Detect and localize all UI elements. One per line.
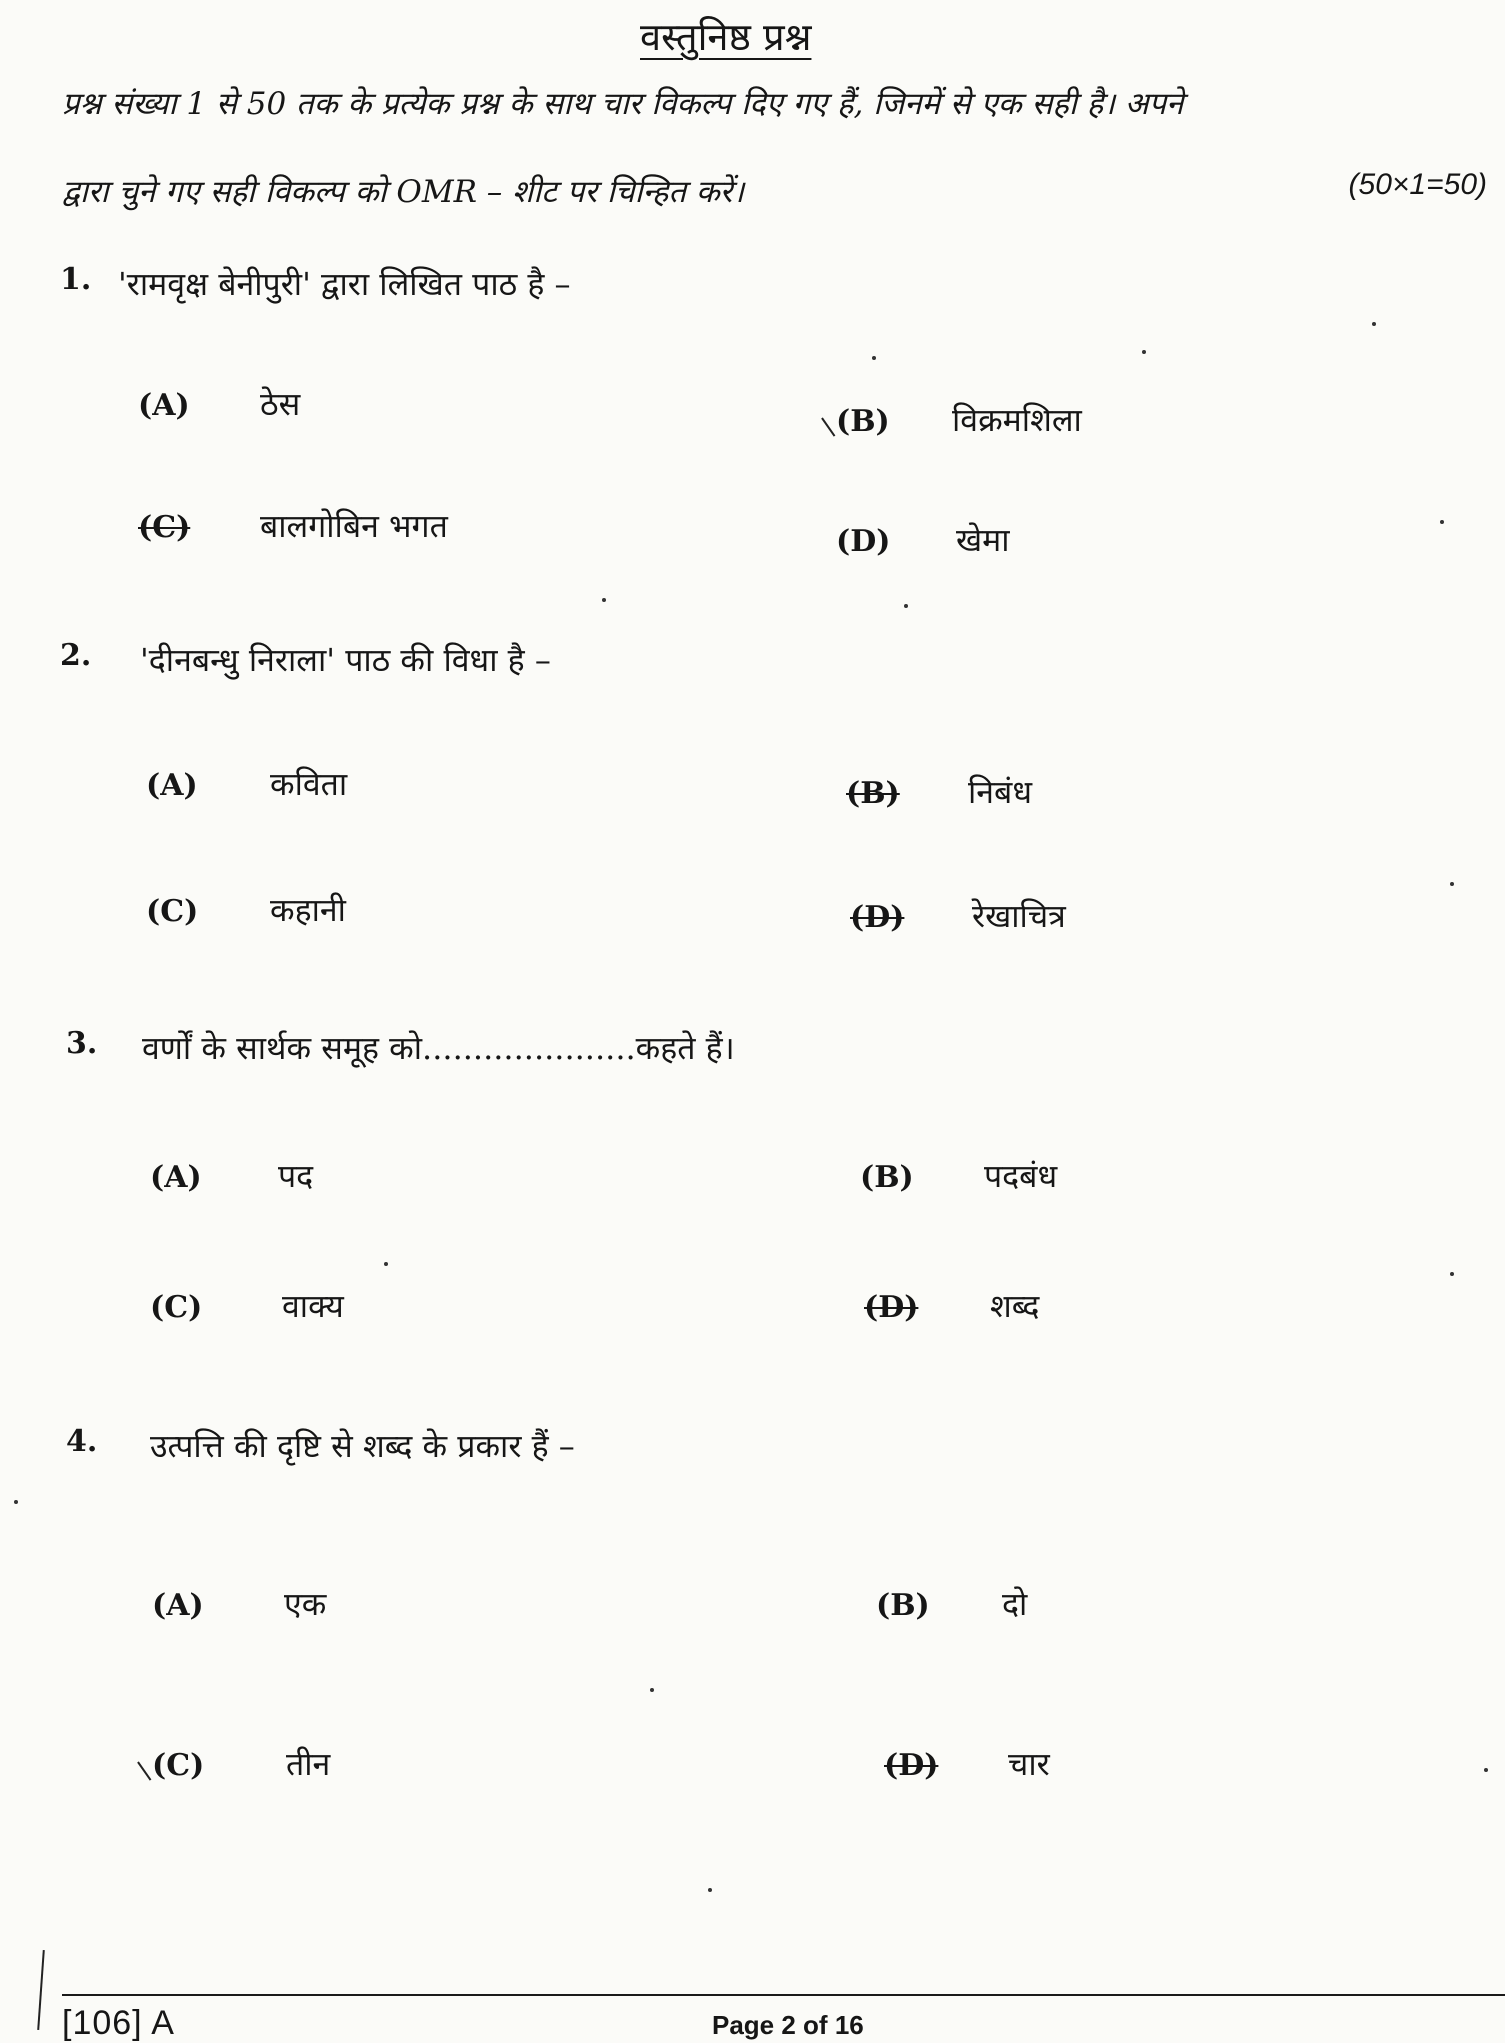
option-label: (D) <box>836 524 891 559</box>
scan-speck <box>1372 322 1376 326</box>
option-text: कहानी <box>270 891 346 929</box>
option-text: तीन <box>286 1745 331 1783</box>
option-text: विक्रमशिला <box>952 401 1082 439</box>
question-text: वर्णों के सार्थक समूह को.....................कहते हैं। <box>142 1029 735 1067</box>
scan-speck <box>1450 882 1454 886</box>
question-number: 3. <box>66 1026 98 1061</box>
option-text: चार <box>1008 1745 1050 1783</box>
option-text: एक <box>284 1585 327 1623</box>
option-text: कविता <box>270 765 348 803</box>
question-number: 1. <box>60 262 92 297</box>
option-label: (C) <box>138 510 191 545</box>
marks-allocation: (50×1=50) <box>1348 168 1487 201</box>
scan-speck <box>872 356 876 360</box>
section-title: वस्तुनिष्ठ प्रश्न <box>640 15 812 59</box>
option-text: पदबंध <box>984 1157 1058 1195</box>
option-label: (A) <box>152 1588 204 1623</box>
question-text: 'दीनबन्धु निराला' पाठ की विधा है – <box>140 641 551 679</box>
option-label: (C) <box>146 894 199 929</box>
option-label: (A) <box>150 1160 202 1195</box>
option-label: (B) <box>876 1588 930 1623</box>
option-4c[interactable] <box>152 1745 331 1783</box>
option-text: निबंध <box>968 773 1033 811</box>
question-text: उत्पत्ति की दृष्टि से शब्द के प्रकार हैं – <box>150 1427 575 1465</box>
option-label: (B) <box>836 404 890 439</box>
option-text: दो <box>1002 1585 1028 1623</box>
option-label: (A) <box>138 388 190 423</box>
option-text: शब्द <box>990 1287 1040 1325</box>
question-text: 'रामवृक्ष बेनीपुरी' द्वारा लिखित पाठ है – <box>118 265 571 303</box>
scan-speck <box>708 1888 712 1892</box>
scan-speck <box>1450 1272 1454 1276</box>
option-1b[interactable] <box>836 401 1082 439</box>
option-label: (D) <box>850 900 905 935</box>
margin-pen-stroke <box>37 1950 45 2030</box>
option-text: ठेस <box>260 385 301 423</box>
option-text: रेखाचित्र <box>972 897 1066 935</box>
scan-speck <box>1484 1768 1488 1772</box>
scan-speck <box>602 598 606 602</box>
scan-speck <box>14 1500 18 1504</box>
scan-speck <box>384 1262 388 1266</box>
option-label: (D) <box>884 1748 939 1783</box>
question-number: 2. <box>60 638 92 673</box>
paper-code: [106] A <box>62 2004 175 2042</box>
option-label: (C) <box>150 1290 203 1325</box>
option-text: पद <box>278 1157 314 1195</box>
scan-speck <box>1440 520 1444 524</box>
option-text: खेमा <box>956 521 1010 559</box>
option-label: (D) <box>864 1290 919 1325</box>
option-label: (B) <box>860 1160 914 1195</box>
option-text: वाक्य <box>282 1287 344 1325</box>
option-label: (C) <box>152 1748 205 1783</box>
instruction-line-1: प्रश्न संख्या 1 से 50 तक के प्रत्येक प्रश्न के साथ चार विकल्प दिए गए हैं, जिनमें से एक सही है। अपने <box>62 86 1184 122</box>
option-text: बालगोबिन भगत <box>260 507 448 545</box>
question-number: 4. <box>66 1424 98 1459</box>
footer-divider <box>62 1994 1505 1996</box>
option-label: (B) <box>846 776 900 811</box>
instruction-line-2: द्वारा चुने गए सही विकल्प को OMR – शीट पर चिन्हित करें। <box>62 174 745 210</box>
scan-speck <box>904 604 908 608</box>
option-label: (A) <box>146 768 198 803</box>
page-number: Page 2 of 16 <box>712 2010 864 2040</box>
scan-speck <box>650 1688 654 1692</box>
scan-speck <box>1142 350 1146 354</box>
